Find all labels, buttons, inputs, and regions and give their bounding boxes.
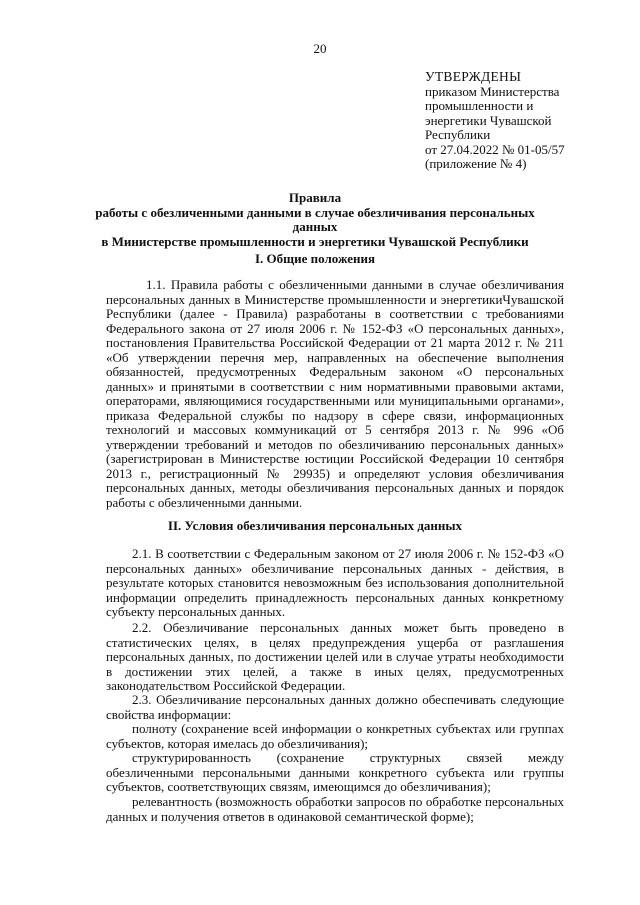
paragraph-2-1: 2.1. В соответствии с Федеральным законом от 27 июля 2006 г. № 152-ФЗ «О персональных данных» обезличивание персональных данных - действия, в результате которых становится невозможным без использования дополнительной информации определить принадлежность персональных данных конкретному субъекту персональных данных. [106,546,564,619]
paragraph-completeness: полноту (сохранение всей информации о конкретных субъектах или группах субъектов, которая имелась до обезличивания); [106,721,564,751]
approval-line: УТВЕРЖДЕНЫ [425,69,522,84]
approval-line: промышленности и [425,98,534,113]
approval-line: приказом Министерства [425,83,560,99]
page-number: 20 [313,41,327,56]
title-line: в Министерстве промышленности и энергетики Чувашской Республики [101,233,529,249]
section-heading-2: II. Условия обезличивания персональных данных [167,518,463,533]
approval-line: энергетики Чувашской [425,112,552,128]
paragraph-1-1: 1.1. Правила работы с обезличенными данными в случае обезличивания персональных данных в Министерстве промышленности и энергетикиЧувашской Республики (далее - Правила) разработаны в соответствии с требованиями Федерального закона от 27 июля 2006 г. № 152-ФЗ «О персональных данных», постановления Правительства Российской Федерации от 21 марта 2012 г. № 211 «Об утверждении перечня мер, направленных на обеспечение выполнения обязанностей, предусмотренных Федеральным законом «О персональных данных» и принятыми в соответствии с ним нормативными правовыми актами, операторами, являющимися государственными или муниципальными органами», приказа Федеральной службы по надзору в сфере связи, информационных технологий и массовых коммуникаций от 5 сентября 2013 г. № 996 «Об утверждении требований и методов по обезличиванию персональных данных» (зарегистрирован в Министерстве юстиции Российской Федерации 10 сентября 2013 г., регистрационный № 29935) и определяют условия обезличивания персональных данных, методы обезличивания персональных данных и порядок работы с обезличенными данными. [106,277,564,510]
title-line: работы с обезличенными данными в случае обезличивания персональных данных [95,204,535,234]
approval-stamp [425,70,605,172]
title-line: Правила [288,190,342,205]
section-heading-1: I. Общие положения [255,251,375,266]
paragraph-structuredness: структурированность (сохранение структурных связей между обезличенными персональными данными конкретного субъекта или группы субъектов, соответствующих связям, имеющимся до обезличивания); [106,750,564,794]
approval-line: (приложение № 4) [425,156,527,171]
paragraph-2-3: 2.3. Обезличивание персональных данных должно обеспечивать следующие свойства информации: [106,692,564,722]
approval-line: от 27.04.2022 № 01-05/57 [425,141,565,157]
document-title [80,191,550,249]
paragraph-relevance: релевантность (возможность обработки запросов по обработке персональных данных и получения ответов в одинаковой семантической форме); [106,794,564,824]
paragraph-2-2: 2.2. Обезличивание персональных данных может быть проведено в статистических целях, в целях предупреждения ущерба от разглашения персональных данных, по достижении целей или в случае утраты необходимости в достижении этих целей, а также в иных целях, предусмотренных законодательством Российской Федерации. [106,620,564,693]
approval-line: Республики [425,127,491,142]
